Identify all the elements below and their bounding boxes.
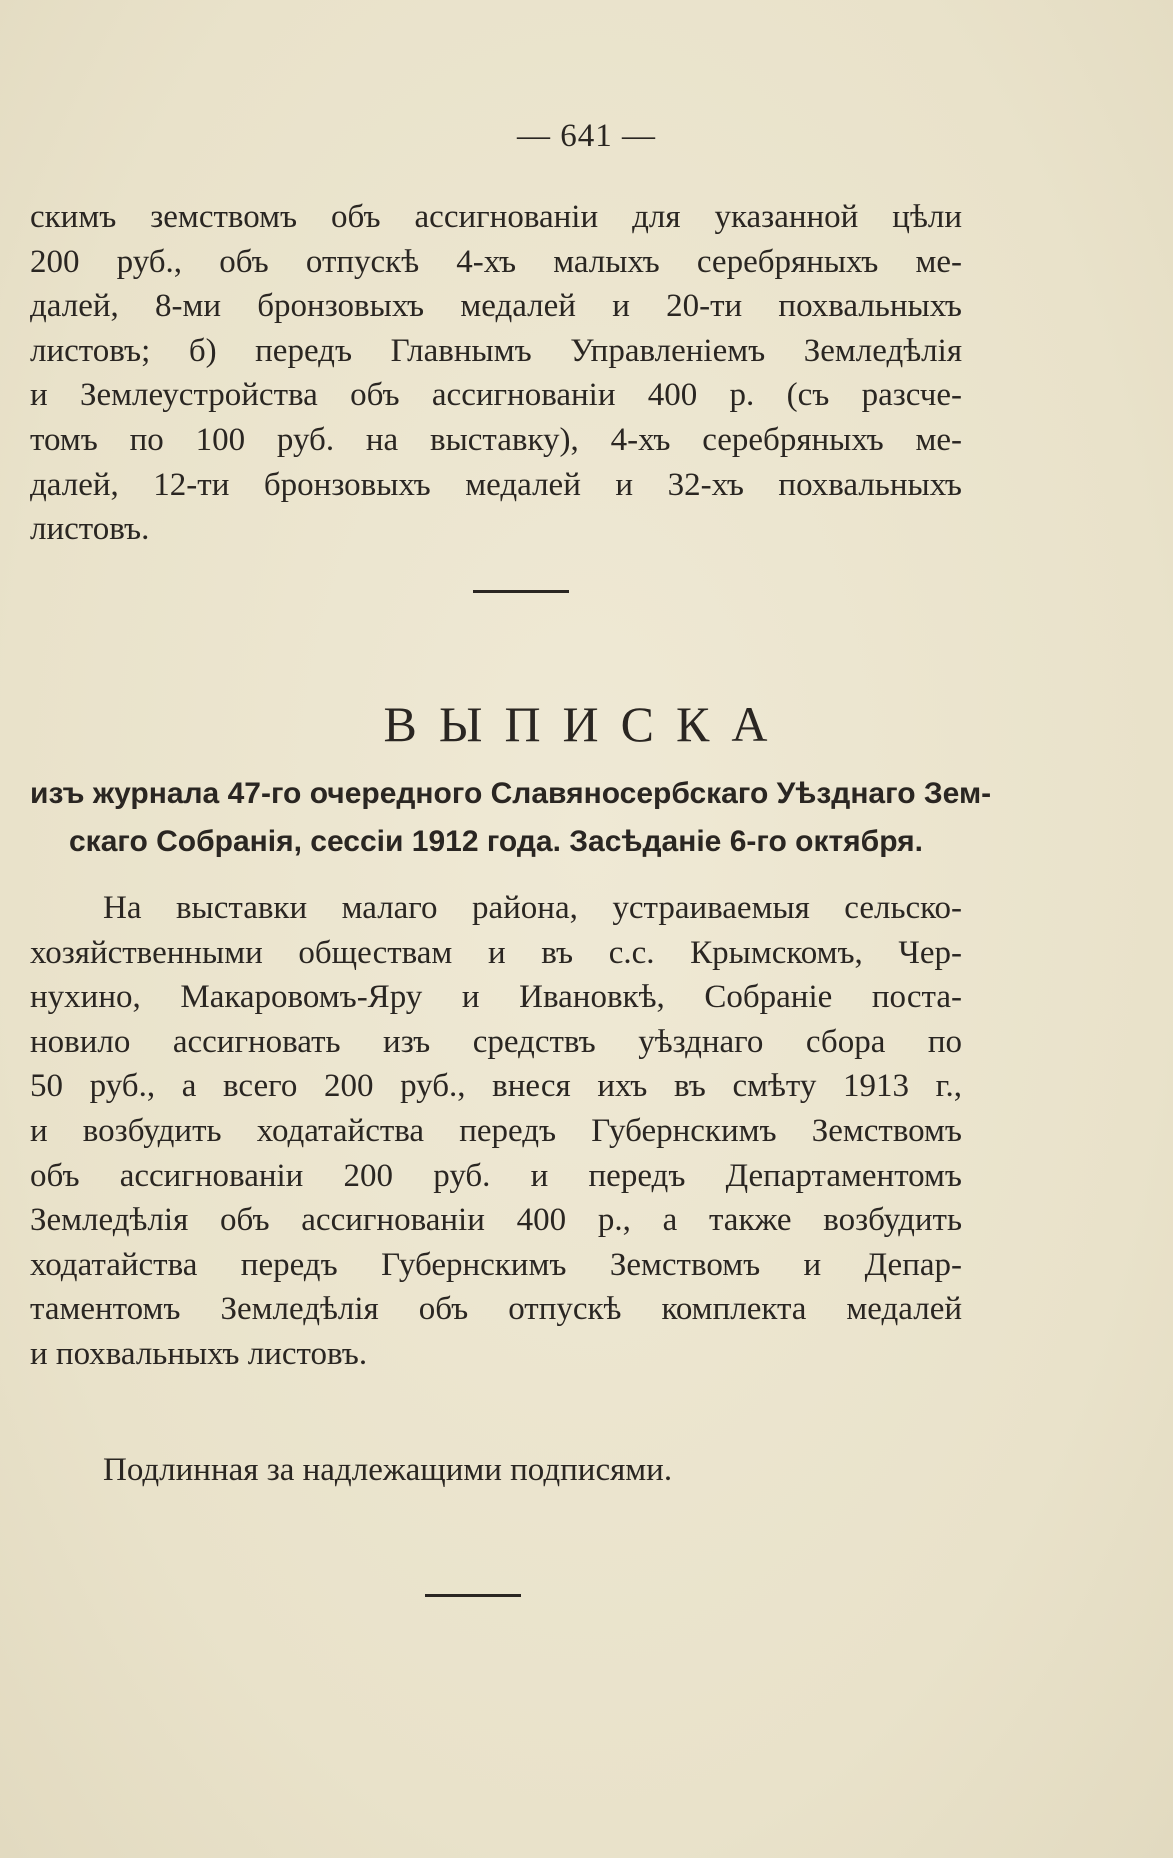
subtitle-line: изъ журнала 47-го очередного Славяносербскаго Уѣзднаго Зем-	[30, 777, 992, 810]
signature-note: Подлинная за надлежащими подписями.	[103, 1452, 673, 1488]
text-line: Земледѣлія объ ассигнованіи 400 р., а также возбудить	[30, 1202, 962, 1239]
text-line: далей, 8-ми бронзовыхъ медалей и 20-ти похвальныхъ	[30, 288, 962, 325]
text-line: ходатайства передъ Губернскимъ Земствомъ и Депар-	[30, 1246, 962, 1283]
text-line: новило ассигновать изъ средствъ уѣзднаго сбора по	[30, 1023, 962, 1060]
section-divider-bottom	[425, 1594, 521, 1597]
text-line: хозяйственными обществам и въ с.с. Крымскомъ, Чер-	[30, 934, 962, 971]
text-line: скимъ земствомъ объ ассигнованіи для указанной цѣли	[30, 199, 962, 235]
text-line: 50 руб., а всего 200 руб., внеся ихъ въ смѣту 1913 г.,	[30, 1068, 962, 1105]
subtitle-line: скаго Собранія, сессіи 1912 года. Засѣданіе 6-го октября.	[69, 825, 923, 858]
text-line: На выставки малаго района, устраиваемыя сельско-	[103, 890, 962, 926]
section-divider-top	[473, 590, 569, 593]
text-line: и похвальныхъ листовъ.	[30, 1335, 368, 1372]
text-line: томъ по 100 руб. на выставку), 4-хъ серебряныхъ ме-	[30, 421, 962, 458]
text-line: объ ассигнованіи 200 руб. и передъ Департаментомъ	[30, 1157, 962, 1194]
section-title: ВЫПИСКА	[383, 696, 790, 752]
text-line: далей, 12-ти бронзовыхъ медалей и 32-хъ похвальныхъ	[30, 466, 962, 503]
text-line: таментомъ Земледѣлія объ отпускѣ комплекта медалей	[30, 1291, 962, 1328]
text-line: и Землеустройства объ ассигнованіи 400 р. (съ разсче-	[30, 377, 962, 414]
text-line: листовъ; б) передъ Главнымъ Управленіемъ Земледѣлія	[30, 332, 962, 369]
page-number: — 641 —	[517, 118, 656, 154]
text-line: листовъ.	[30, 511, 150, 548]
text-line: нухино, Макаровомъ-Яру и Ивановкѣ, Собраніе поста-	[30, 979, 962, 1016]
text-line: 200 руб., объ отпускѣ 4-хъ малыхъ серебряныхъ ме-	[30, 243, 962, 280]
body-paragraph	[30, 886, 962, 1377]
continuation-paragraph	[30, 195, 962, 552]
section-subtitle	[30, 770, 992, 866]
text-line: и возбудить ходатайства передъ Губернскимъ Земствомъ	[30, 1112, 962, 1149]
